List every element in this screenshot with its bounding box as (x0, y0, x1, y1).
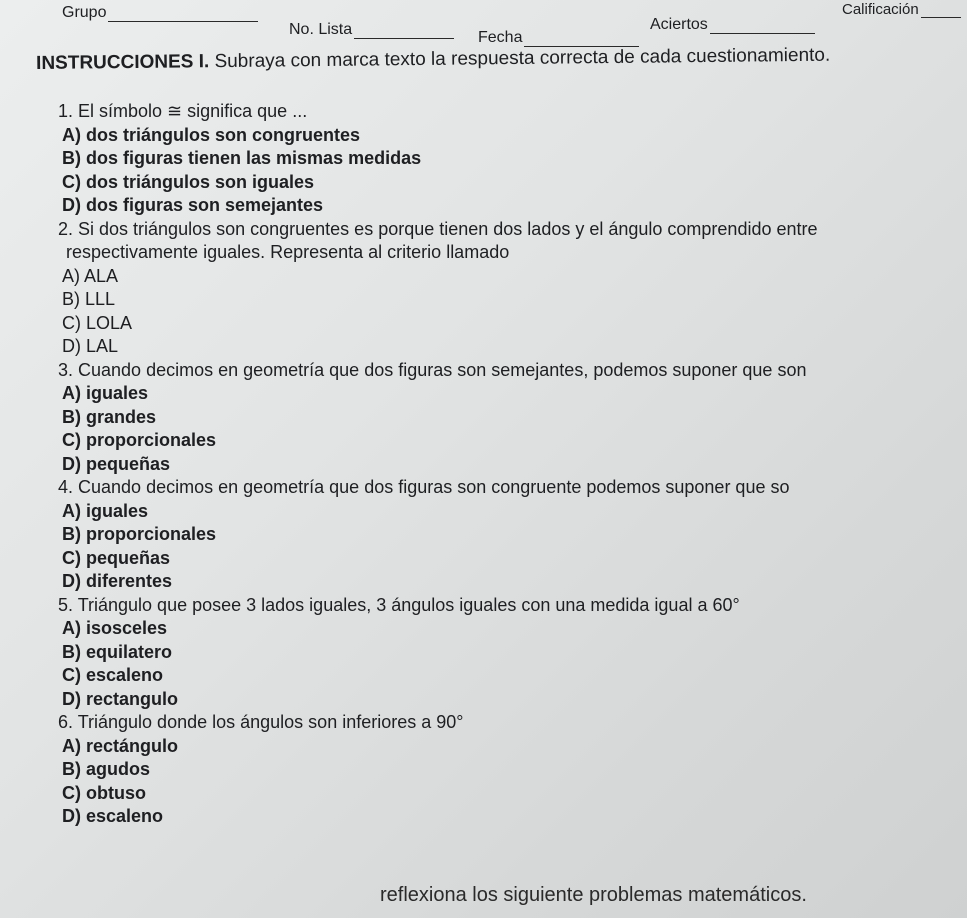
header-lista (289, 10, 454, 39)
answer-option[interactable]: C) dos triángulos son iguales (62, 171, 315, 192)
aciertos-blank-line (710, 19, 815, 34)
questions-list (58, 100, 967, 829)
answer-option[interactable]: A) ALA (62, 265, 119, 286)
answer-option[interactable]: B) proporcionales (62, 524, 217, 544)
answer-option[interactable]: B) grandes (62, 406, 157, 427)
answer-option[interactable]: D) escaleno (62, 806, 164, 826)
question-text: 6. Triángulo donde los ángulos son inferiores a 90° (58, 712, 464, 732)
question-1 (58, 100, 967, 218)
answer-option[interactable]: A) iguales (62, 383, 149, 403)
answer-option[interactable]: B) agudos (62, 759, 150, 779)
answer-option[interactable]: A) isosceles (62, 618, 168, 638)
instructions (36, 43, 966, 75)
header-calificacion (842, 1, 961, 18)
question-text: 4. Cuando decimos en geometría que dos figuras son congruente podemos suponer que so (58, 477, 790, 497)
answer-option[interactable]: D) pequeñas (62, 453, 171, 474)
answer-option[interactable]: C) escaleno (62, 665, 164, 685)
grupo-blank-line (108, 7, 258, 22)
question-text-continued: respectivamente iguales. Representa al criterio llamado (66, 242, 510, 262)
calificacion-blank-line (921, 3, 961, 18)
question-2 (58, 218, 967, 359)
header-grupo (62, 4, 258, 22)
answer-option[interactable]: B) dos figuras tienen las mismas medidas (62, 148, 422, 168)
question-text: 1. El símbolo ≅ significa que ... (58, 101, 308, 121)
answer-option[interactable]: C) LOLA (62, 312, 133, 333)
answer-option[interactable]: D) rectangulo (62, 688, 179, 709)
instructions-text: Subraya con marca texto la respuesta correcta de cada cuestionamiento. (214, 44, 831, 73)
question-text: 3. Cuando decimos en geometría que dos figuras son semejantes, podemos suponer que son (58, 359, 807, 380)
answer-option[interactable]: D) diferentes (62, 571, 173, 591)
answer-option[interactable]: A) dos triángulos son congruentes (62, 124, 361, 145)
answer-option[interactable]: B) LLL (62, 289, 116, 309)
question-6 (58, 711, 967, 829)
answer-option[interactable]: C) obtuso (62, 782, 146, 803)
question-4 (58, 476, 967, 594)
answer-option[interactable]: D) LAL (62, 336, 119, 356)
answer-option[interactable]: C) pequeñas (62, 547, 171, 568)
aciertos-label: Aciertos (650, 16, 708, 33)
fecha-label: Fecha (478, 29, 523, 46)
calificacion-label: Calificación (842, 1, 919, 18)
grupo-label: Grupo (62, 4, 107, 21)
question-3 (58, 359, 967, 477)
answer-option[interactable]: B) equilatero (62, 641, 173, 662)
header-aciertos (650, 16, 815, 34)
fecha-blank-line (524, 32, 639, 47)
answer-option[interactable]: A) rectángulo (62, 735, 179, 756)
footer-text: reflexiona los siguiente problemas matemáticos. (380, 884, 807, 906)
question-5 (58, 594, 967, 712)
lista-blank-line (354, 24, 454, 39)
question-text: 5. Triángulo que posee 3 lados iguales, 3 ángulos iguales con una medida igual a 60° (58, 594, 740, 615)
instructions-lead: INSTRUCCIONES I. (36, 51, 210, 74)
answer-option[interactable]: C) proporcionales (62, 430, 217, 450)
answer-option[interactable]: D) dos figuras son semejantes (62, 195, 324, 215)
lista-label: No. Lista (289, 21, 353, 38)
question-text: 2. Si dos triángulos son congruentes es porque tienen dos lados y el ángulo comprendido entre (58, 218, 818, 239)
answer-option[interactable]: A) iguales (62, 500, 149, 521)
header-fecha (478, 20, 639, 47)
